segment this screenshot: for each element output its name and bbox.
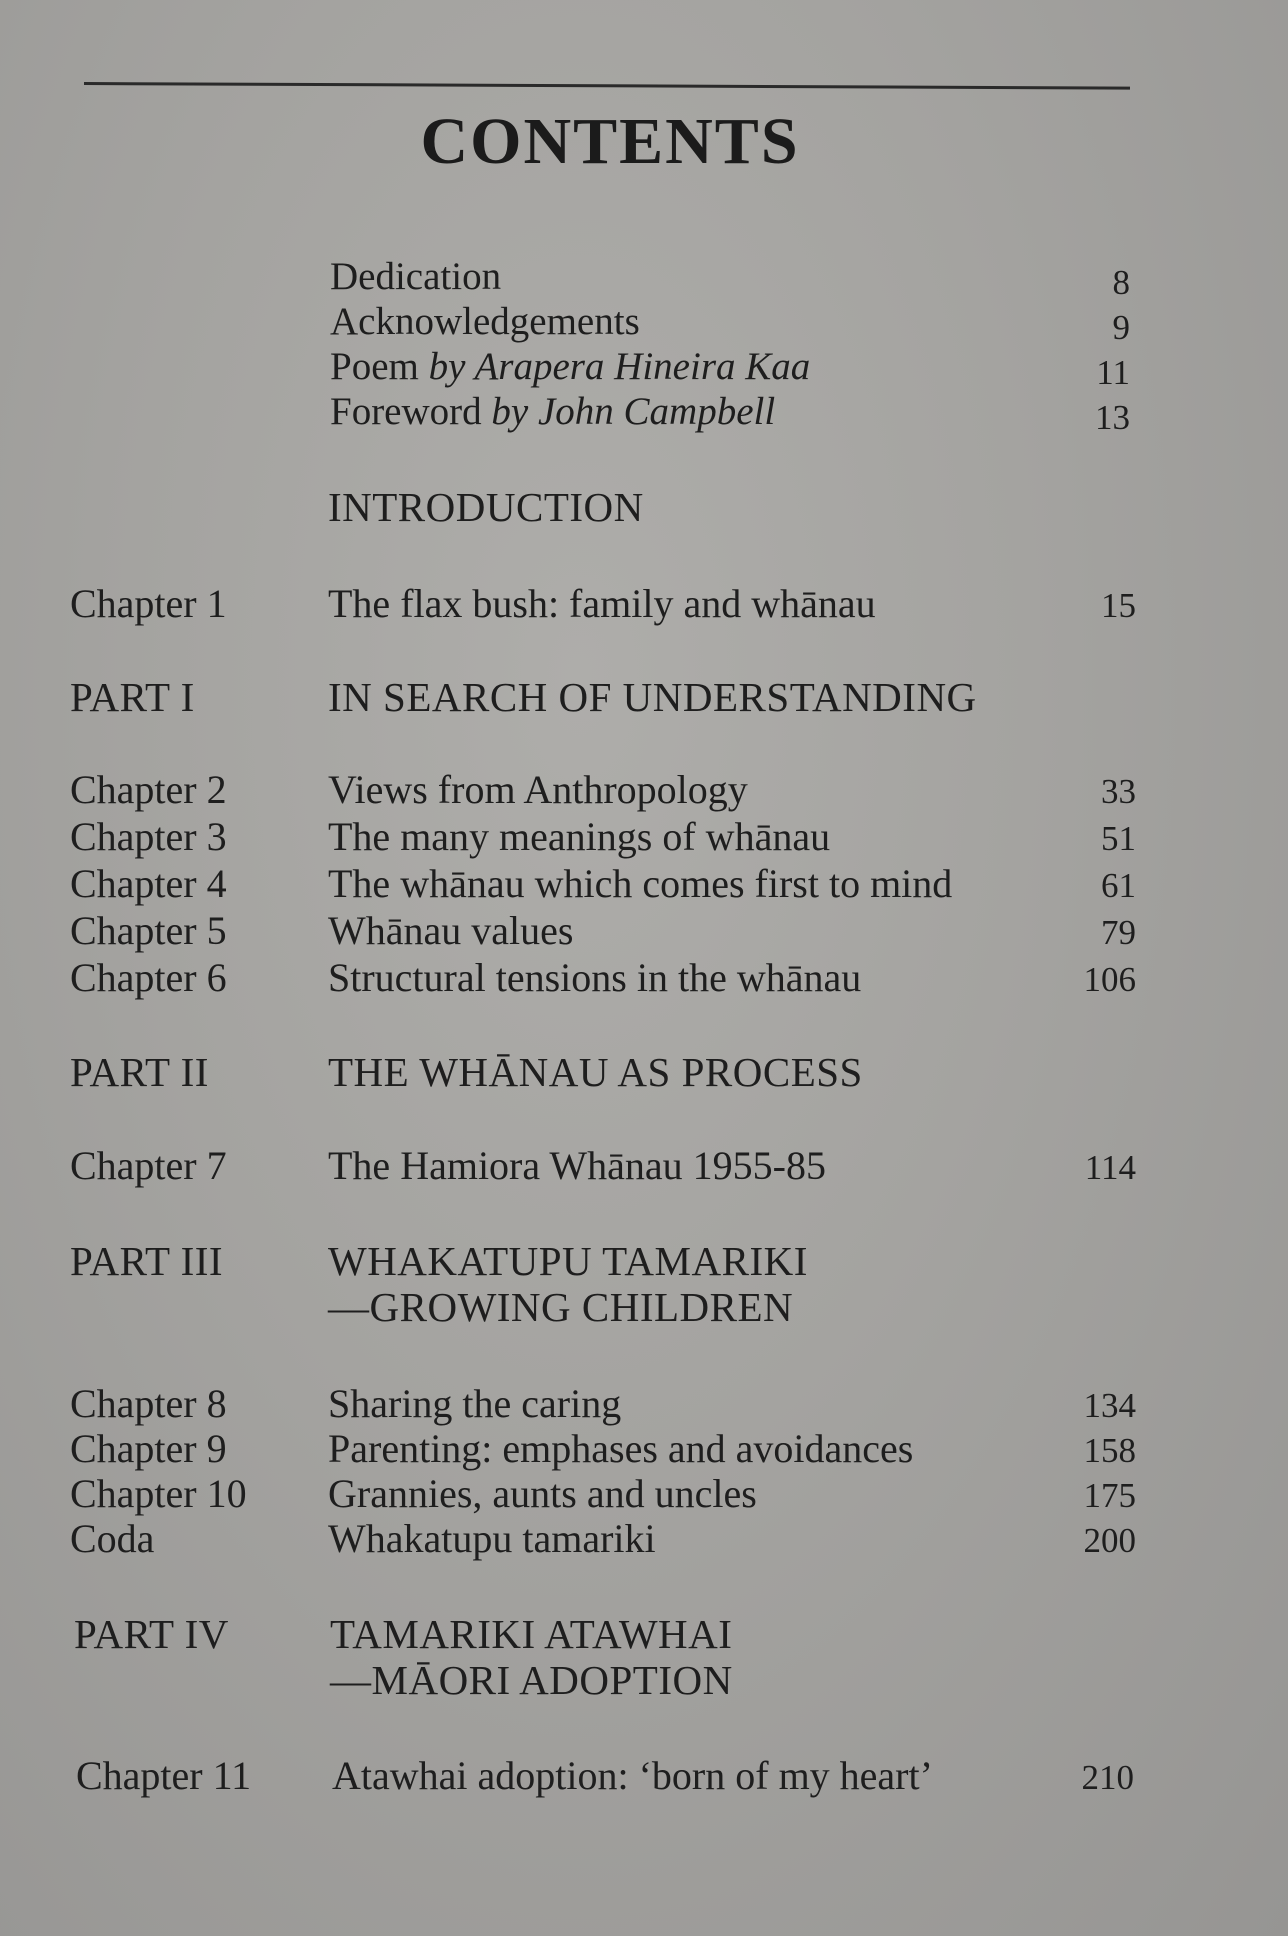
toc-entry	[70, 766, 1136, 814]
entry-page: 9	[1112, 308, 1130, 347]
chapter-label: Chapter 8	[70, 1381, 227, 1426]
chapter-label: Chapter 11	[76, 1753, 252, 1798]
introduction-heading: INTRODUCTION	[328, 484, 644, 530]
entry-title: Dedication	[330, 255, 502, 298]
toc-entry	[70, 1515, 1136, 1563]
chapter-title: Parenting: emphases and avoidances	[328, 1426, 914, 1471]
chapter-page: 15	[1101, 586, 1136, 625]
toc-entry	[70, 1425, 1136, 1473]
chapter-title: Whānau values	[328, 908, 574, 953]
part-title: THE WHĀNAU AS PROCESS	[328, 1049, 863, 1095]
toc-entry	[70, 1470, 1136, 1518]
chapter-label: Chapter 3	[70, 814, 227, 859]
chapter-label: Chapter 10	[70, 1471, 247, 1516]
chapter-page: 200	[1083, 1521, 1136, 1560]
entry-title: Foreword	[330, 390, 492, 433]
toc-entry	[330, 299, 1130, 347]
page-title: CONTENTS	[420, 105, 800, 178]
part-title: IN SEARCH OF UNDERSTANDING	[328, 674, 977, 720]
chapter-page: 106	[1083, 960, 1136, 999]
chapter-page: 210	[1081, 1758, 1134, 1797]
entry-page: 8	[1112, 263, 1130, 302]
chapter-page: 175	[1083, 1476, 1136, 1515]
part-label: PART II	[70, 1049, 209, 1095]
chapter-title: Whakatupu tamariki	[328, 1516, 656, 1561]
part-label: PART IV	[74, 1611, 229, 1657]
chapter-page: 158	[1083, 1431, 1136, 1470]
entry-author: by Arapera Hineira Kaa	[428, 345, 811, 388]
toc-entry	[70, 860, 1136, 908]
toc-entry	[70, 813, 1136, 861]
chapter-label: Coda	[70, 1516, 155, 1561]
part-label: PART I	[70, 674, 195, 720]
toc-entry	[330, 344, 1130, 392]
entry-title: Acknowledgements	[330, 300, 640, 343]
toc-entry	[70, 907, 1136, 955]
chapter-label: Chapter 2	[70, 767, 227, 812]
chapter-title: Structural tensions in the whānau	[328, 955, 862, 1000]
chapter-title: The flax bush: family and whānau	[328, 581, 876, 626]
chapter-label: Chapter 5	[70, 908, 227, 953]
chapter-title: Grannies, aunts and uncles	[328, 1471, 757, 1516]
entry-page: 13	[1095, 398, 1130, 437]
chapter-title: The many meanings of whānau	[328, 814, 831, 859]
front-matter	[330, 254, 1130, 437]
top-rule	[84, 82, 1130, 90]
chapter-page: 33	[1101, 772, 1136, 811]
toc-entry	[70, 1142, 1136, 1190]
chapter-title: The whānau which comes first to mind	[328, 861, 953, 906]
chapter-label: Chapter 4	[70, 861, 227, 906]
part-subtitle: —MĀORI ADOPTION	[330, 1657, 733, 1703]
toc-entry	[76, 1752, 1134, 1800]
chapter-title: Atawhai adoption: ‘born of my heart’	[332, 1753, 933, 1798]
chapter-label: Chapter 9	[70, 1426, 227, 1471]
chapter-label: Chapter 7	[70, 1143, 227, 1188]
chapter-label: Chapter 1	[70, 581, 227, 626]
part-label: PART III	[70, 1238, 224, 1284]
toc-entry	[70, 1380, 1136, 1428]
chapter-page: 61	[1101, 866, 1136, 905]
entry-page: 11	[1096, 353, 1130, 392]
toc-entry	[330, 389, 1130, 437]
chapter-title: Sharing the caring	[328, 1381, 622, 1426]
toc-entry	[330, 254, 1130, 302]
part-title: WHAKATUPU TAMARIKI	[328, 1238, 808, 1284]
chapter-page: 79	[1101, 913, 1136, 952]
chapter-label: Chapter 6	[70, 955, 227, 1000]
chapter-page: 134	[1083, 1386, 1136, 1425]
part-subtitle: —GROWING CHILDREN	[328, 1284, 794, 1330]
entry-author: by John Campbell	[491, 390, 776, 433]
chapter-page: 114	[1084, 1148, 1136, 1187]
toc-entry	[70, 954, 1136, 1002]
entry-title: Poem	[330, 345, 429, 388]
chapter-title: Views from Anthropology	[328, 767, 748, 812]
chapter-page: 51	[1101, 819, 1136, 858]
chapter-title: The Hamiora Whānau 1955-85	[328, 1143, 826, 1188]
part-title: TAMARIKI ATAWHAI	[330, 1611, 733, 1657]
toc-entry	[70, 580, 1136, 628]
